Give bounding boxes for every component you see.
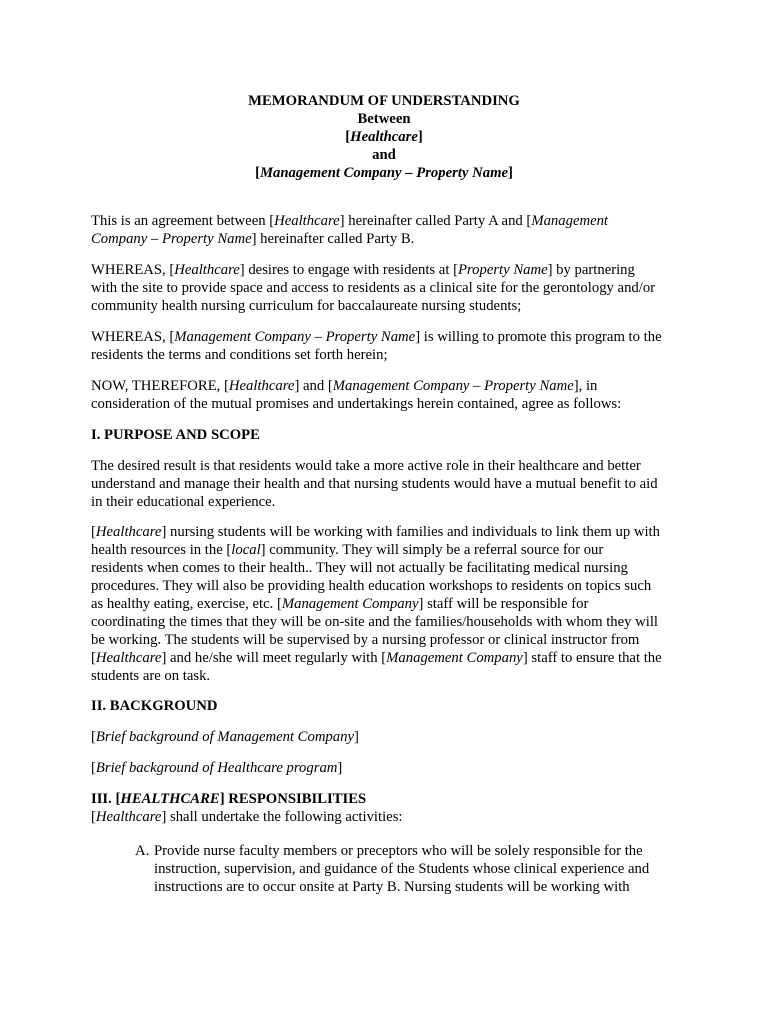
list-item-a-line: instruction, supervision, and guidance of the Students whose clinical experience and (154, 861, 650, 877)
list-item-a-line: Provide nurse faculty members or preceptors who will be solely responsible for the (154, 843, 643, 859)
section-1-heading: I. PURPOSE AND SCOPE (91, 427, 260, 443)
section-2-heading: II. BACKGROUND (91, 698, 218, 714)
party-b-name: [Management Company – Property Name] (255, 165, 513, 181)
scope-paragraph-line: health resources in the [local] community. They will simply be a referral source for our (91, 542, 604, 558)
section-3-intro: [Healthcare] shall undertake the following activities: (91, 809, 403, 825)
and-label: and (372, 147, 396, 163)
whereas-1-line: WHEREAS, [Healthcare] desires to engage with residents at [Property Name] by partnering (91, 262, 635, 278)
purpose-paragraph-line: The desired result is that residents would take a more active role in their healthcare and better (91, 458, 641, 474)
purpose-paragraph-line: in their educational experience. (91, 494, 276, 510)
between-label: Between (357, 111, 411, 127)
now-therefore-line: NOW, THEREFORE, [Healthcare] and [Management Company – Property Name], in (91, 378, 598, 394)
scope-paragraph-line: procedures. They will also be providing health education workshops to residents on topics such (91, 578, 652, 594)
scope-paragraph-line: coordinating the times that they will be on-site and the families/households with whom they will (91, 614, 659, 630)
scope-paragraph-line: as healthy eating, exercise, etc. [Management Company] staff will be responsible for (91, 596, 589, 612)
now-therefore-line: consideration of the mutual promises and undertakings herein contained, agree as follows: (91, 396, 622, 412)
whereas-2-line: residents the terms and conditions set forth herein; (91, 347, 388, 363)
scope-paragraph-line: students are on task. (91, 668, 211, 684)
document-title: MEMORANDUM OF UNDERSTANDING (248, 93, 520, 109)
scope-paragraph-line: residents when comes to their health.. They will not actually be facilitating medical nursing (91, 560, 628, 576)
scope-paragraph-line: be working. The students will be supervised by a nursing professor or clinical instructor from (91, 632, 640, 648)
whereas-1-line: with the site to provide space and access to residents as a clinical site for the gerontology and/or (91, 280, 656, 296)
background-item: [Brief background of Management Company] (91, 729, 359, 745)
whereas-2-line: WHEREAS, [Management Company – Property Name] is willing to promote this program to the (91, 329, 662, 345)
scope-paragraph-line: [Healthcare] nursing students will be working with families and individuals to link them up with (91, 524, 660, 540)
list-item-a-line: instructions are to occur onsite at Party B. Nursing students will be working with (154, 879, 630, 895)
background-item: [Brief background of Healthcare program] (91, 760, 343, 776)
whereas-1-line: community health nursing curriculum for baccalaureate nursing students; (91, 298, 522, 314)
list-marker-a: A. (135, 843, 150, 859)
section-3-heading: III. [HEALTHCARE] RESPONSIBILITIES (91, 791, 367, 807)
intro-line: Company – Property Name] hereinafter called Party B. (91, 231, 415, 247)
intro-line: This is an agreement between [Healthcare] hereinafter called Party A and [Management (91, 213, 609, 229)
scope-paragraph-line: [Healthcare] and he/she will meet regularly with [Management Company] staff to ensure that the (91, 650, 662, 666)
party-a-name: [Healthcare] (345, 129, 423, 145)
purpose-paragraph-line: understand and manage their health and that nursing students would have a mutual benefit to aid (91, 476, 658, 492)
